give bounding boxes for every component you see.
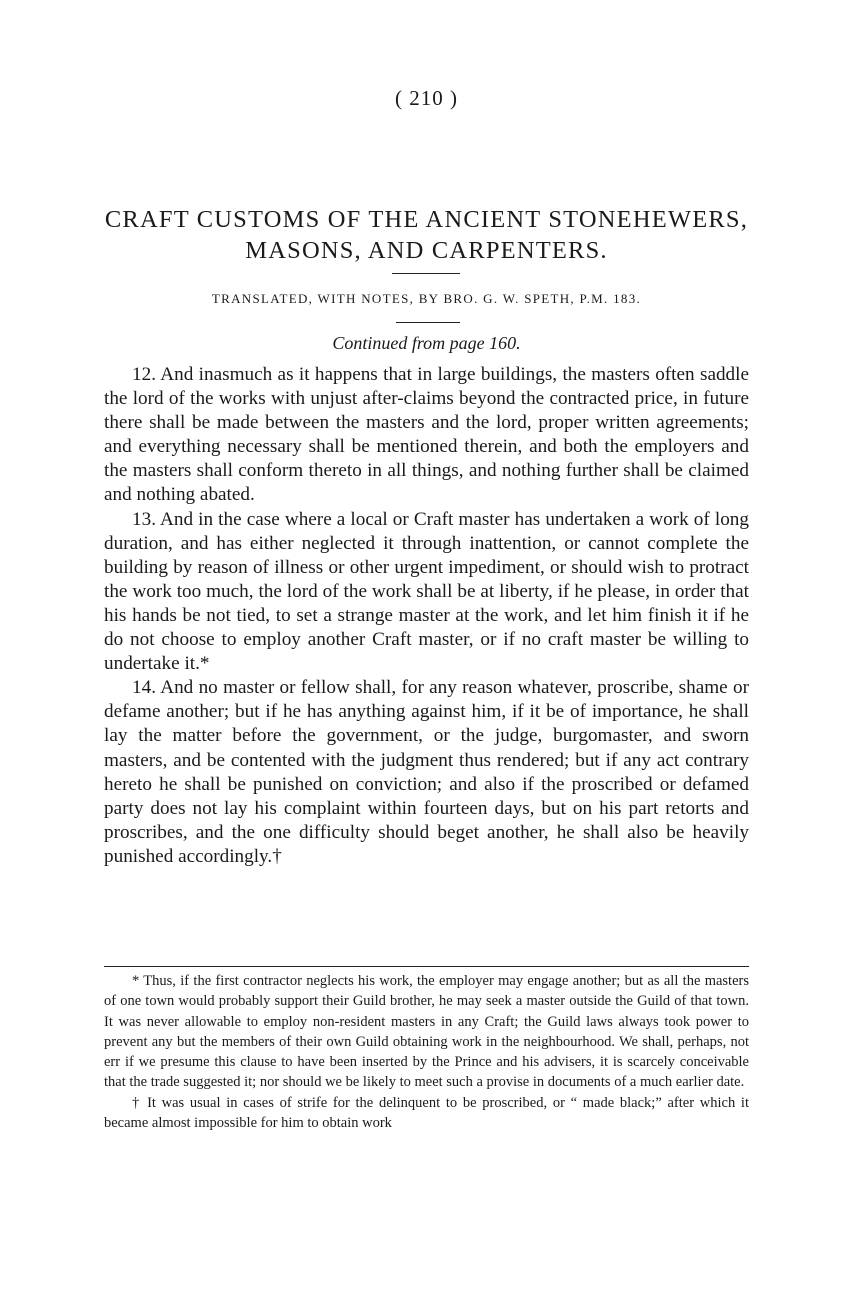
footnote-divider [104,966,749,967]
footnote-dagger: † It was usual in cases of strife for the delinquent to be proscribed, or “ made black;” after which it became almost impossible for him to obtain work [104,1094,749,1132]
paragraph-12: 12. And inasmuch as it happens that in large buildings, the masters often saddle the lord of the works with unjust after-claims beyond the contracted price, in future there shall be made between the masters and the lord, proper written agreements; and everything necessary shall be mentioned therein, and both the employers and the masters shall conform thereto in all things, and nothing further shall be claimed and nothing abated. [104,364,749,506]
continued-note: Continued from page 160. [332,333,521,353]
title-divider [392,273,460,274]
credit-divider [396,322,460,323]
article-title-line-1: CRAFT CUSTOMS OF THE ANCIENT STONEHEWERS, [104,206,749,233]
page-number: ( 210 ) [395,86,458,110]
footnotes [104,971,749,1133]
article-title-line-2: MASONS, AND CARPENTERS. [245,237,608,264]
translator-credit: TRANSLATED, WITH NOTES, BY BRO. G. W. SPETH, P.M. 183. [211,291,642,306]
paragraph-14: 14. And no master or fellow shall, for any reason whatever, proscribe, shame or defame another; but if he has anything against him, if it be of importance, he shall lay the matter before the government, or the judge, burgomaster, and sworn masters, and be contented with the judgment thus rendered; but if any act contrary hereto he shall be punished on conviction; and also if the proscribed or defamed party does not lay his complaint within fourteen days, but on his part retorts and proscribes, and the one difficulty should beget another, he shall also be heavily punished accordingly.† [104,677,749,867]
article-body [104,363,749,869]
footnote-asterisk: * Thus, if the first contractor neglects his work, the employer may engage another; but as all the masters of one town would probably support their Guild brother, he may seek a master outside the Guild of that town. It was never allowable to employ non-resident masters in any Craft; the Guild laws always took power to prevent any but the members of their own Guild obtaining work in the neighbourhood. We shall, perhaps, not err if we presume this clause to have been inserted by the Prince and his advisers, it is scarcely conceivable that the trade suggested it; nor should we be likely to meet such a provise in documents of a much earlier date. [104,973,749,1091]
paragraph-13: 13. And in the case where a local or Craft master has undertaken a work of long duration, and has either neglected it through inattention, or cannot complete the building by reason of illness or other urgent impediment, or should wish to protract the work too much, the lord of the work shall be at liberty, if he please, in order that his hands be not tied, to set a strange master at the work, and let him finish it if he do not choose to employ another Craft master, or if no craft master be willing to undertake it.* [104,508,749,675]
